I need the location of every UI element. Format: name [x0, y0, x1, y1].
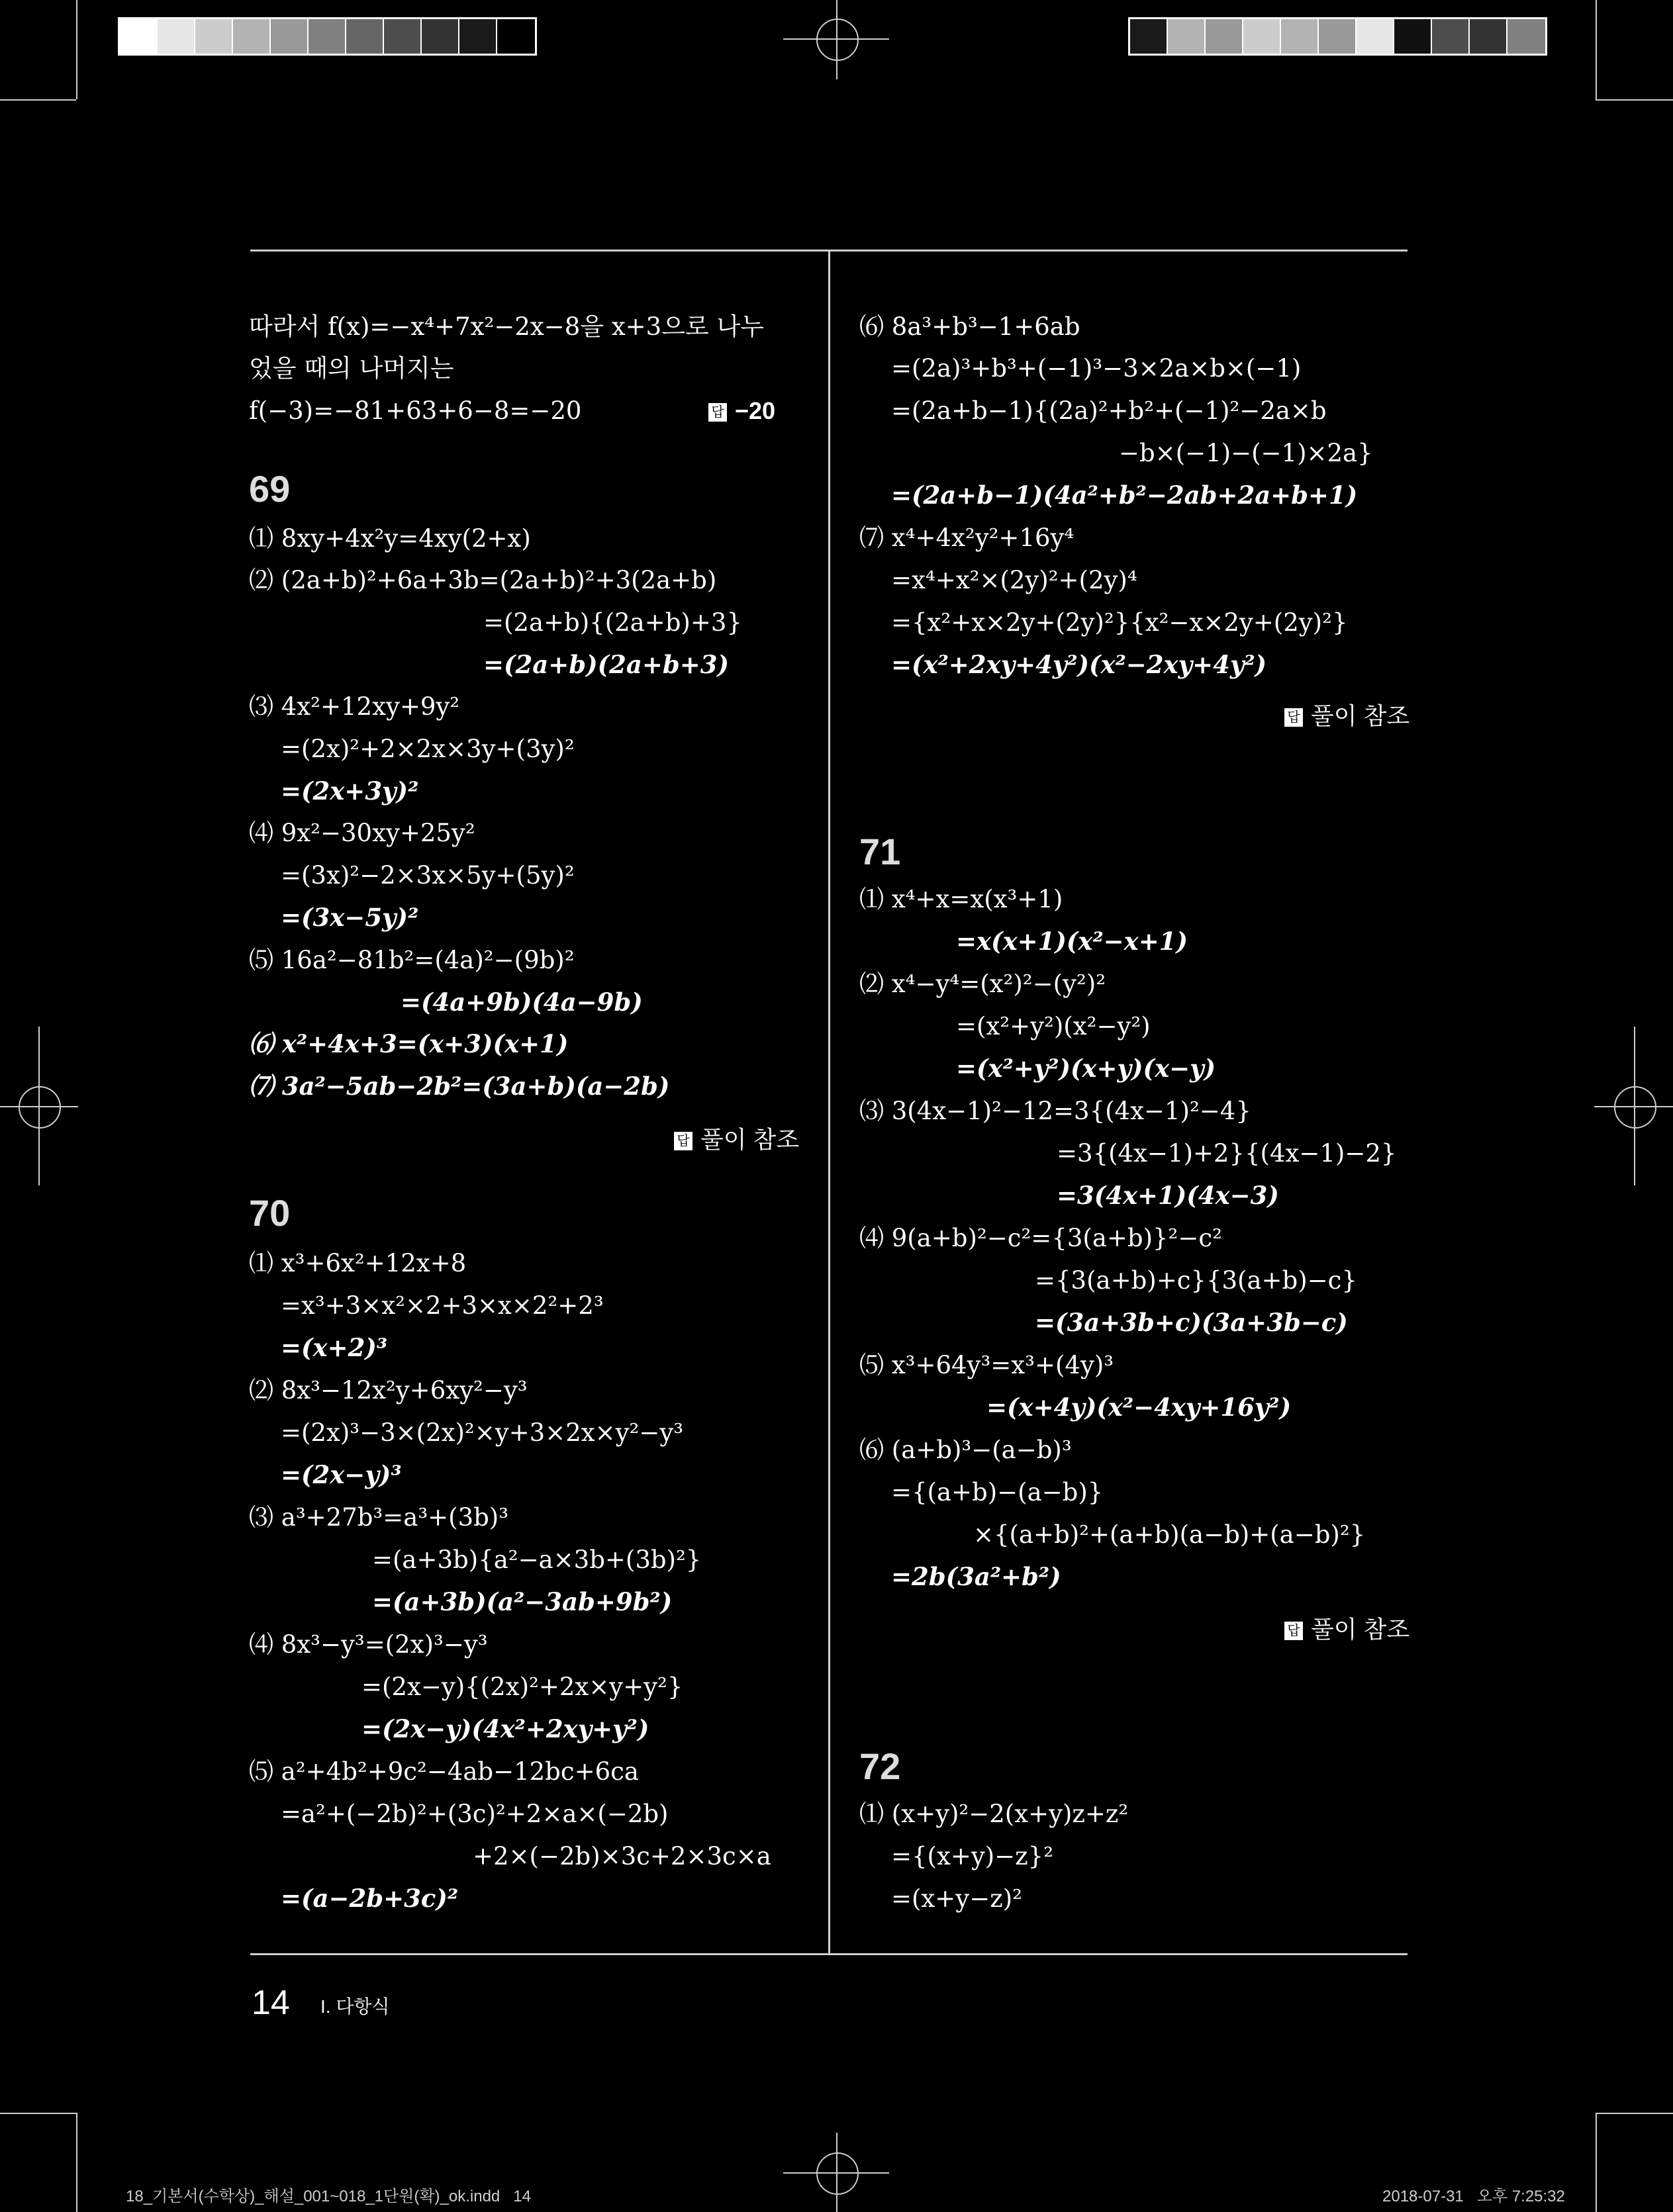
problem-number: 70	[249, 1192, 291, 1234]
problem-number: 69	[249, 468, 291, 510]
solution-line-result: =(3a+3b+c)(3a+3b−c)	[1035, 1308, 1348, 1337]
solution-line: ⑸ x³+64y³=x³+(4y)³	[859, 1351, 1114, 1379]
solution-line-result: =(a−2b+3c)²	[281, 1884, 459, 1913]
registration-mark-top	[816, 19, 859, 61]
solution-line: ⑴ (x+y)²−2(x+y)z+z²	[859, 1800, 1129, 1828]
solution-line-result: =3(4x+1)(4x−3)	[1057, 1181, 1279, 1210]
intro-line: 었을 때의 나머지는	[249, 354, 454, 383]
solution-line: =(2x−y){(2x)²+2x×y+y²}	[361, 1673, 683, 1701]
solution-line: ⑶ 3(4x−1)²−12=3{(4x−1)²−4}	[859, 1097, 1251, 1125]
page-number: 14	[252, 1984, 290, 2022]
solution-line-result: =(4a+9b)(4a−9b)	[401, 988, 643, 1017]
crop-mark	[76, 2113, 77, 2212]
solution-line-result: =(x²+2xy+4y²)(x²−2xy+4y²)	[891, 650, 1267, 679]
answer-badge: 답	[1284, 708, 1303, 727]
registration-mark-bottom	[816, 2152, 859, 2195]
solution-line: =a²+(−2b)²+(3c)²+2×a×(−2b)	[281, 1800, 669, 1828]
solution-line: =(a+3b){a²−a×3b+(3b)²}	[372, 1545, 702, 1574]
registration-mark-right	[1614, 1086, 1656, 1129]
solution-line: ⑶ a³+27b³=a³+(3b)³	[249, 1503, 509, 1532]
answer-line	[674, 1121, 799, 1155]
solution-line: ⑴ x⁴+x=x(x³+1)	[859, 885, 1063, 913]
answer-value: 풀이 참조	[1311, 1616, 1410, 1643]
solution-line: =(2a)³+b³+(−1)³−3×2a×b×(−1)	[891, 354, 1302, 383]
solution-line: ×{(a+b)²+(a+b)(a−b)+(a−b)²}	[973, 1520, 1366, 1549]
solution-line: ⑺ x⁴+4x²y²+16y⁴	[859, 524, 1075, 552]
solution-line-result: =(2x−y)³	[281, 1460, 402, 1489]
intro-line: 따라서 f(x)=−x⁴+7x²−2x−8을 x+3으로 나누	[249, 312, 764, 341]
solution-line: =(2a+b){(2a+b)+3}	[483, 608, 742, 637]
registration-mark-left	[19, 1086, 61, 1129]
solution-line: =(2x)²+2×2x×3y+(3y)²	[281, 735, 575, 763]
intro-line: f(−3)=−81+63+6−8=−20	[249, 396, 582, 425]
chapter-label: I. 다항식	[320, 1996, 390, 2017]
solution-line-result: =(2a+b−1)(4a²+b²−2ab+2a+b+1)	[891, 481, 1358, 510]
solution-line: ⑹ 8a³+b³−1+6ab	[859, 312, 1080, 341]
solution-line: =(3x)²−2×3x×5y+(5y)²	[281, 861, 575, 890]
solution-line: ⑷ 8x³−y³=(2x)³−y³	[249, 1630, 488, 1659]
answer-value: 풀이 참조	[1311, 702, 1410, 729]
solution-line-result: =(a+3b)(a²−3ab+9b²)	[372, 1587, 673, 1616]
solution-line-result: =2b(3a²+b²)	[891, 1562, 1061, 1591]
registration-mark-line	[0, 1106, 78, 1107]
solution-line: =(x+y−z)²	[891, 1884, 1022, 1913]
registration-mark-line	[783, 38, 889, 40]
grayscale-strip-left	[118, 17, 537, 56]
answer-badge: 답	[708, 403, 727, 422]
solution-line: =(2x)³−3×(2x)²×y+3×2x×y²−y³	[281, 1418, 684, 1447]
solution-line-result: =(3x−5y)²	[281, 903, 419, 932]
crop-mark	[1596, 2113, 1673, 2114]
crop-mark	[0, 2113, 76, 2114]
solution-line: ⑵ (2a+b)²+6a+3b=(2a+b)²+3(2a+b)	[249, 566, 717, 594]
solution-line-result: =(2x−y)(4x²+2xy+y²)	[361, 1714, 649, 1743]
registration-mark-line	[1594, 1106, 1673, 1107]
answer-badge: 답	[1284, 1622, 1303, 1640]
answer-value: 풀이 참조	[700, 1126, 800, 1153]
solution-line: =x⁴+x²×(2y)²+(2y)⁴	[891, 566, 1137, 594]
solution-line: ={x²+x×2y+(2y)²}{x²−x×2y+(2y)²}	[891, 608, 1348, 637]
solution-line: =3{(4x−1)+2}{(4x−1)−2}	[1057, 1139, 1397, 1168]
crop-mark	[1596, 2113, 1597, 2212]
solution-line: ={3(a+b)+c}{3(a+b)−c}	[1035, 1266, 1357, 1295]
solution-line: ⑴ 8xy+4x²y=4xy(2+x)	[249, 524, 531, 553]
solution-line: ⑹ (a+b)³−(a−b)³	[859, 1436, 1072, 1464]
solution-line: =x³+3×x²×2+3×x×2²+2³	[281, 1291, 604, 1320]
file-name: 18_기본서(수학상)_해설_001~018_1단원(확)_ok.indd 14	[126, 2188, 531, 2205]
solution-line: ⑸ a²+4b²+9c²−4ab−12bc+6ca	[249, 1757, 639, 1786]
problem-number: 71	[859, 831, 901, 872]
crop-mark	[1596, 0, 1597, 99]
crop-mark	[0, 99, 76, 101]
timestamp: 2018-07-31 오후 7:25:32	[1382, 2188, 1565, 2205]
crop-mark	[1596, 99, 1673, 101]
solution-line: ⑵ x⁴−y⁴=(x²)²−(y²)²	[859, 970, 1106, 998]
solution-line: ⑵ 8x³−12x²y+6xy²−y³	[249, 1376, 528, 1405]
solution-line: −b×(−1)−(−1)×2a}	[1119, 439, 1373, 467]
solution-line: ⑹ x²+4x+3=(x+3)(x+1)	[249, 1029, 569, 1058]
solution-line: ⑴ x³+6x²+12x+8	[249, 1249, 467, 1277]
answer-line	[1284, 698, 1410, 731]
answer-line	[1284, 1611, 1410, 1645]
solution-line-result: =(x+4y)(x²−4xy+16y²)	[986, 1393, 1292, 1422]
solution-line-result: =(x²+y²)(x+y)(x−y)	[956, 1054, 1216, 1083]
solution-line: ⑸ 16a²−81b²=(4a)²−(9b)²	[249, 946, 575, 974]
crop-mark	[76, 0, 77, 99]
grayscale-strip-right	[1128, 17, 1547, 56]
solution-line-result: =(2a+b)(2a+b+3)	[483, 650, 729, 679]
solution-line: ={(x+y)−z}²	[891, 1842, 1054, 1870]
solution-line: ⑶ 4x²+12xy+9y²	[249, 692, 460, 721]
solution-line: ⑷ 9(a+b)²−c²={3(a+b)}²−c²	[859, 1224, 1222, 1252]
answer-value: −20	[735, 397, 776, 424]
answer-line	[708, 397, 775, 425]
solution-line: ={(a+b)−(a−b)}	[891, 1478, 1104, 1506]
answer-badge: 답	[674, 1132, 693, 1150]
problem-number: 72	[859, 1745, 901, 1787]
solution-line: +2×(−2b)×3c+2×3c×a	[473, 1842, 771, 1870]
solution-line-result: =(x+2)³	[281, 1333, 388, 1362]
solution-line-result: =(2x+3y)²	[281, 776, 419, 806]
solution-line: ⑷ 9x²−30xy+25y²	[249, 819, 475, 847]
solution-line: =(x²+y²)(x²−y²)	[956, 1012, 1151, 1040]
registration-mark-line	[836, 0, 837, 79]
solution-line-result: =x(x+1)(x²−x+1)	[956, 927, 1188, 956]
solution-line: ⑺ 3a²−5ab−2b²=(3a+b)(a−2b)	[249, 1072, 670, 1101]
solution-line: =(2a+b−1){(2a)²+b²+(−1)²−2a×b	[891, 396, 1327, 425]
column-divider	[828, 250, 830, 1954]
registration-mark-line	[783, 2172, 889, 2174]
bottom-rule	[250, 1953, 1408, 1955]
